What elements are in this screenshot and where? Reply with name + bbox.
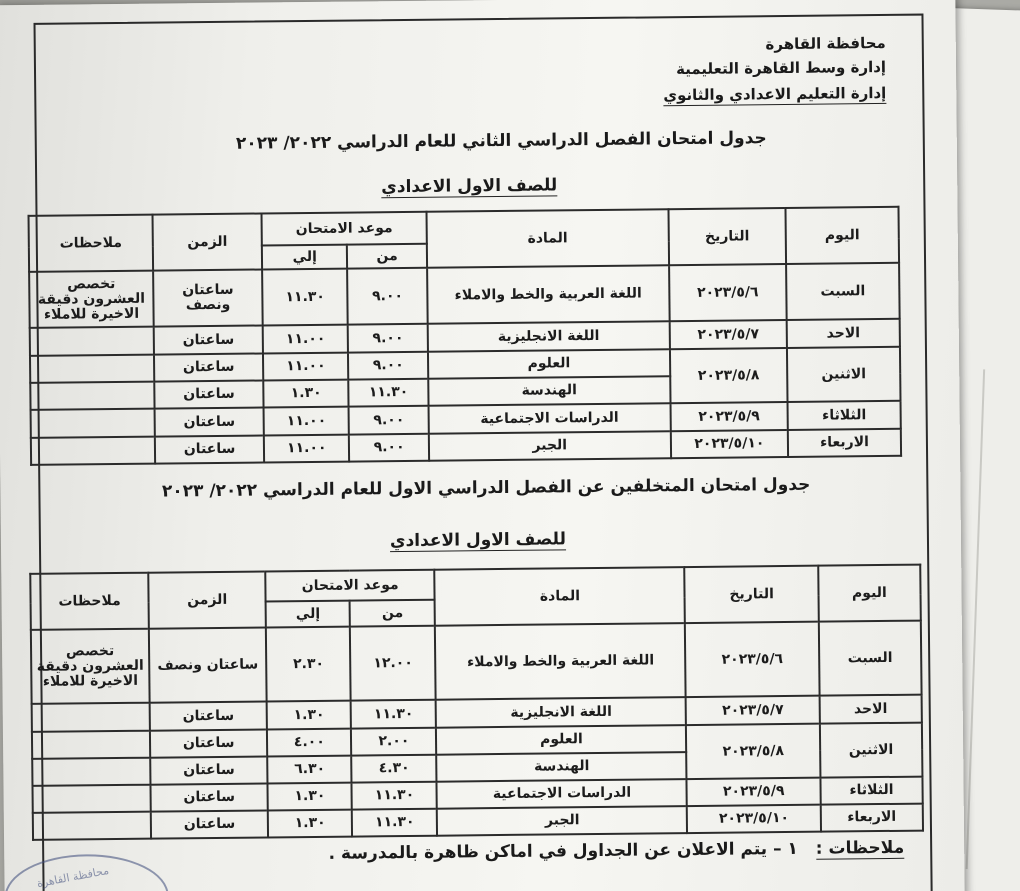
day-cell: الاثنين bbox=[787, 347, 901, 402]
duration-cell: ساعتان bbox=[150, 701, 267, 730]
duration-cell: ساعتان bbox=[154, 353, 263, 381]
section2-table bbox=[29, 564, 924, 841]
footer-label: ملاحظات : bbox=[815, 837, 905, 859]
from-cell: ١١.٣٠ bbox=[352, 809, 437, 837]
subject-cell: اللغة الانجليزية bbox=[428, 321, 670, 352]
duration-cell: ساعتان bbox=[150, 729, 267, 757]
header-day: اليوم bbox=[818, 565, 921, 622]
from-cell: ١١.٣٠ bbox=[349, 379, 429, 407]
header-subject: المادة bbox=[435, 567, 686, 626]
subject-cell: اللغة العربية والخط والاملاء bbox=[435, 623, 686, 700]
notes-cell bbox=[30, 382, 154, 410]
day-cell: الاثنين bbox=[820, 723, 923, 778]
duration-cell: ساعتان bbox=[151, 810, 268, 838]
from-cell: ٩.٠٠ bbox=[349, 434, 429, 462]
to-cell: ١.٣٠ bbox=[268, 810, 352, 838]
to-cell: ١١.٠٠ bbox=[264, 407, 350, 436]
from-cell: ٤.٣٠ bbox=[352, 755, 437, 783]
subject-cell: اللغة الانجليزية bbox=[436, 697, 686, 728]
day-cell: الاربعاء bbox=[788, 429, 901, 457]
section1-table bbox=[28, 206, 903, 466]
subject-cell: الدراسات الاجتماعية bbox=[437, 779, 687, 809]
to-cell: ١١.٠٠ bbox=[264, 435, 350, 463]
subject-cell: الجبر bbox=[429, 431, 671, 461]
table-row bbox=[31, 621, 922, 704]
from-cell: ٩.٠٠ bbox=[348, 324, 428, 353]
date-cell: ٢٠٢٣/٥/٩ bbox=[687, 778, 821, 806]
subject-cell: العلوم bbox=[428, 349, 670, 379]
to-cell: ١.٣٠ bbox=[267, 701, 352, 730]
duration-cell: ساعتان bbox=[150, 756, 267, 784]
notes-cell bbox=[31, 409, 155, 438]
notes-cell bbox=[31, 437, 155, 465]
official-stamp: محافظة القاهرة bbox=[4, 853, 169, 891]
header-exam-time: موعد الامتحان bbox=[262, 212, 427, 246]
notes-cell bbox=[30, 327, 154, 356]
from-cell: ٩.٠٠ bbox=[348, 352, 428, 380]
table-row bbox=[29, 263, 900, 328]
date-cell: ٢٠٢٣/٥/١٠ bbox=[687, 805, 821, 833]
day-cell: السبت bbox=[786, 263, 900, 320]
section1-title: جدول امتحان الفصل الدراسي الثاني للعام الدراسي ٢٠٢٢/ ٢٠٢٣ bbox=[235, 128, 767, 154]
duration-cell: ساعتان bbox=[155, 407, 264, 436]
header-duration: الزمن bbox=[148, 571, 266, 628]
to-cell: ٦.٣٠ bbox=[267, 756, 351, 784]
to-cell: ١١.٣٠ bbox=[262, 269, 348, 326]
subject-cell: الجبر bbox=[437, 806, 687, 836]
day-cell: الثلاثاء bbox=[788, 401, 901, 430]
day-cell: الاحد bbox=[787, 319, 900, 348]
duration-cell: ساعتان ونصف bbox=[149, 627, 267, 702]
date-cell: ٢٠٢٣/٥/٨ bbox=[670, 348, 788, 403]
day-cell: الاربعاء bbox=[821, 804, 923, 832]
notes-cell bbox=[32, 731, 150, 759]
duration-cell: ساعتان bbox=[154, 380, 263, 408]
to-cell: ١.٣٠ bbox=[263, 380, 349, 408]
notes-cell: تخصص العشرون دقيقة الاخيرة للاملاء bbox=[29, 271, 154, 328]
date-cell: ٢٠٢٣/٥/٧ bbox=[669, 320, 787, 349]
from-cell: ٩.٠٠ bbox=[348, 268, 428, 325]
date-cell: ٢٠٢٣/٥/٦ bbox=[669, 264, 787, 321]
notes-cell bbox=[32, 758, 150, 786]
notes-cell: تخصص العشرون دقيقة الاخيرة للاملاء bbox=[31, 629, 150, 704]
day-cell: الثلاثاء bbox=[820, 777, 922, 805]
subject-cell: العلوم bbox=[436, 725, 686, 755]
notes-cell bbox=[33, 812, 151, 840]
header-date: التاريخ bbox=[685, 566, 819, 623]
from-cell: ١١.٣٠ bbox=[352, 782, 437, 810]
from-cell: ٢.٠٠ bbox=[351, 728, 436, 756]
footer-note: ١ – يتم الاعلان عن الجداول في اماكن ظاهرة بالمدرسة . bbox=[328, 838, 798, 864]
header-day: اليوم bbox=[786, 207, 900, 264]
date-cell: ٢٠٢٣/٥/١٠ bbox=[671, 430, 789, 458]
day-cell: السبت bbox=[819, 621, 922, 696]
duration-cell: ساعتان bbox=[154, 325, 263, 354]
administration-line: إدارة وسط القاهرة التعليمية bbox=[675, 57, 887, 79]
header-from: من bbox=[350, 600, 435, 627]
duration-cell: ساعتان bbox=[151, 783, 268, 811]
date-cell: ٢٠٢٣/٥/٦ bbox=[685, 622, 819, 697]
header-notes: ملاحظات bbox=[29, 215, 154, 272]
header-to: إلي bbox=[262, 245, 348, 270]
from-cell: ٩.٠٠ bbox=[349, 406, 429, 435]
section1-subtitle: للصف الاول الاعدادي bbox=[381, 175, 558, 198]
section2-subtitle: للصف الاول الاعدادي bbox=[389, 529, 567, 552]
notes-cell bbox=[32, 703, 150, 732]
subject-cell: الهندسة bbox=[428, 376, 670, 406]
to-cell: ٢.٣٠ bbox=[266, 627, 351, 702]
date-cell: ٢٠٢٣/٥/٨ bbox=[686, 724, 820, 779]
to-cell: ٤.٠٠ bbox=[267, 729, 351, 757]
header-to: إلي bbox=[266, 601, 350, 628]
header-subject: المادة bbox=[426, 209, 668, 268]
duration-cell: ساعتان bbox=[155, 435, 264, 463]
header-from: من bbox=[347, 244, 427, 269]
subject-cell: الهندسة bbox=[437, 752, 687, 782]
from-cell: ١٢.٠٠ bbox=[350, 626, 436, 701]
header-duration: الزمن bbox=[153, 213, 263, 270]
notes-cell bbox=[30, 355, 154, 383]
section2-title: جدول امتحان المتخلفين عن الفصل الدراسي الاول للعام الدراسي ٢٠٢٢/ ٢٠٢٣ bbox=[161, 474, 811, 502]
subject-cell: اللغة العربية والخط والاملاء bbox=[427, 265, 669, 324]
to-cell: ١.٣٠ bbox=[268, 783, 352, 811]
header-exam-time: موعد الامتحان bbox=[265, 570, 434, 602]
day-cell: الاحد bbox=[819, 695, 922, 724]
from-cell: ١١.٣٠ bbox=[351, 700, 436, 729]
governorate-line: محافظة القاهرة bbox=[765, 33, 886, 54]
notes-cell bbox=[32, 785, 150, 813]
header-date: التاريخ bbox=[668, 208, 786, 265]
header-notes: ملاحظات bbox=[30, 573, 149, 630]
department-line: إدارة التعليم الاعدادي والثانوي bbox=[663, 83, 887, 105]
date-cell: ٢٠٢٣/٥/٧ bbox=[686, 696, 820, 725]
date-cell: ٢٠٢٣/٥/٩ bbox=[670, 402, 788, 431]
subject-cell: الدراسات الاجتماعية bbox=[428, 403, 670, 434]
to-cell: ١١.٠٠ bbox=[263, 353, 349, 381]
to-cell: ١١.٠٠ bbox=[263, 325, 349, 354]
duration-cell: ساعتان ونصف bbox=[153, 269, 263, 326]
